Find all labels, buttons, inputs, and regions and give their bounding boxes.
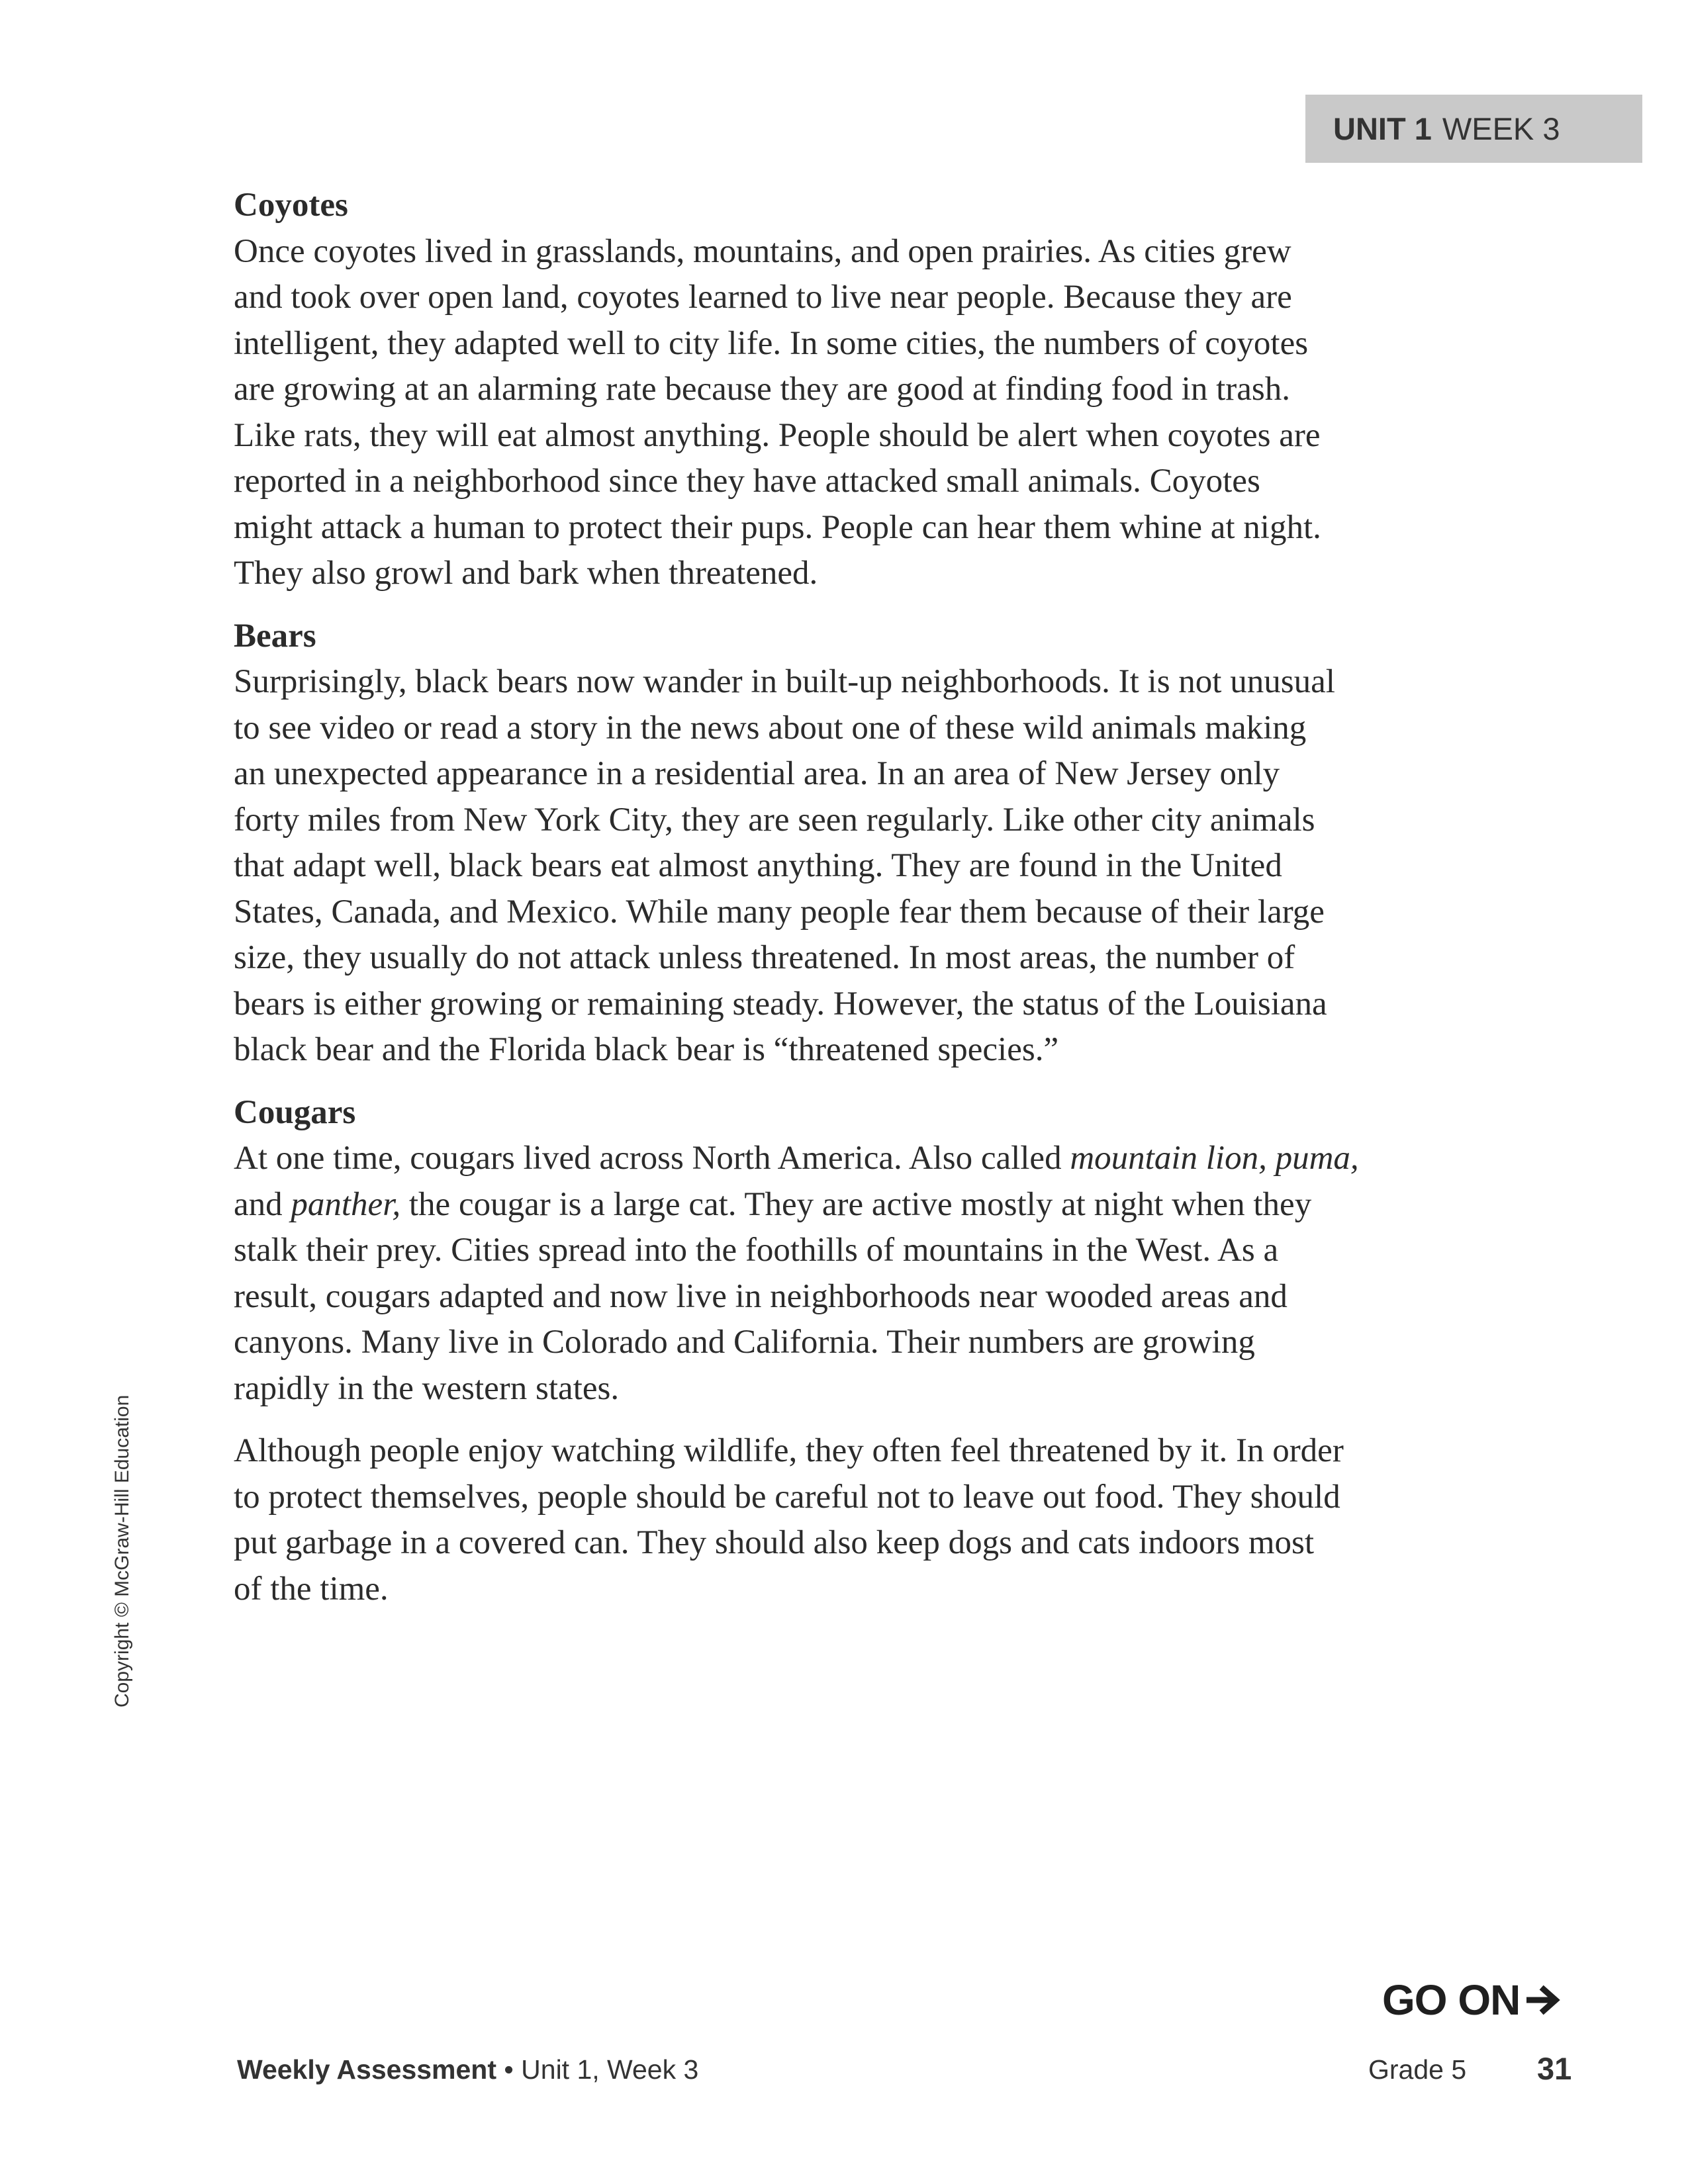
text-line: forty miles from New York City, they are seen regularly. Like other city animals bbox=[234, 801, 1315, 839]
text-line: canyons. Many live in Colorado and California. Their numbers are growing bbox=[234, 1324, 1255, 1361]
text-run: At one time, cougars lived across North America. Also called bbox=[234, 1140, 1070, 1177]
text-line: to protect themselves, people should be careful not to leave out food. They should bbox=[234, 1478, 1340, 1516]
text-line: black bear and the Florida black bear is “threatened species.” bbox=[234, 1031, 1059, 1068]
text-line: intelligent, they adapted well to city life. In some cities, the numbers of coyotes bbox=[234, 324, 1309, 362]
go-on-label: GO ON bbox=[1382, 1976, 1521, 2024]
copyright-notice: Copyright © McGraw-Hill Education bbox=[111, 1394, 133, 1707]
text-line: and took over open land, coyotes learned to live near people. Because they are bbox=[234, 279, 1292, 316]
unit-week-tab bbox=[1305, 95, 1642, 163]
text-run: the cougar is a large cat. They are active mostly at night when they bbox=[400, 1185, 1312, 1223]
footer-separator: • bbox=[496, 2054, 522, 2085]
page-number: 31 bbox=[1537, 2051, 1572, 2086]
text-line: put garbage in a covered can. They should also keep dogs and cats indoors most bbox=[234, 1524, 1315, 1561]
text-line: result, cougars adapted and now live in neighborhoods near wooded areas and bbox=[234, 1277, 1288, 1315]
text-line: to see video or read a story in the news about one of these wild animals making bbox=[234, 709, 1307, 747]
article-body bbox=[234, 183, 1465, 1629]
italic-term: mountain lion, puma, bbox=[1070, 1140, 1359, 1177]
footer-title: Weekly Assessment bbox=[237, 2054, 497, 2085]
text-line: are growing at an alarming rate because they are good at finding food in trash. bbox=[234, 371, 1290, 408]
footer-assessment-title bbox=[237, 2054, 698, 2085]
unit-label: UNIT 1 bbox=[1333, 111, 1432, 146]
text-line: an unexpected appearance in a residential area. In an area of New Jersey only bbox=[234, 755, 1280, 792]
text-line: Once coyotes lived in grasslands, mountains, and open prairies. As cities grew bbox=[234, 232, 1291, 270]
arrow-right-icon bbox=[1526, 1985, 1562, 2015]
text-line bbox=[234, 1182, 1465, 1228]
week-label: WEEK 3 bbox=[1442, 111, 1560, 146]
text-line: rapidly in the western states. bbox=[234, 1369, 620, 1407]
section-heading: Coyotes bbox=[234, 187, 348, 224]
text-line: Although people enjoy watching wildlife, they often feel threatened by it. In order bbox=[234, 1432, 1344, 1469]
text-line: stalk their prey. Cities spread into the foothills of mountains in the West. As a bbox=[234, 1232, 1279, 1269]
text-line: Surprisingly, black bears now wander in built-up neighborhoods. It is not unusual bbox=[234, 663, 1335, 700]
section-heading: Bears bbox=[234, 617, 316, 655]
text-line: bears is either growing or remaining steady. However, the status of the Louisiana bbox=[234, 985, 1327, 1023]
text-line: size, they usually do not attack unless threatened. In most areas, the number of bbox=[234, 939, 1295, 976]
closing-paragraph bbox=[234, 1428, 1465, 1612]
text-line: of the time. bbox=[234, 1570, 389, 1608]
text-line: States, Canada, and Mexico. While many people fear them because of their large bbox=[234, 893, 1325, 931]
text-line: that adapt well, black bears eat almost anything. They are found in the United bbox=[234, 847, 1282, 884]
text-line: Like rats, they will eat almost anything. People should be alert when coyotes are bbox=[234, 416, 1321, 454]
go-on-indicator bbox=[1382, 1976, 1562, 2025]
section-cougars bbox=[234, 1090, 1465, 1412]
text-line: might attack a human to protect their pups. People can hear them whine at night. bbox=[234, 508, 1321, 546]
text-run: and bbox=[234, 1185, 291, 1223]
section-coyotes bbox=[234, 183, 1465, 597]
footer-grade: Grade 5 bbox=[1368, 2054, 1467, 2085]
footer-subtitle: Unit 1, Week 3 bbox=[521, 2054, 699, 2085]
text-line: reported in a neighborhood since they have attacked small animals. Coyotes bbox=[234, 463, 1260, 500]
section-bears bbox=[234, 614, 1465, 1073]
italic-term: panther, bbox=[291, 1185, 401, 1223]
text-line: They also growl and bark when threatened. bbox=[234, 555, 818, 592]
text-line bbox=[234, 1136, 1465, 1182]
section-heading: Cougars bbox=[234, 1093, 356, 1131]
